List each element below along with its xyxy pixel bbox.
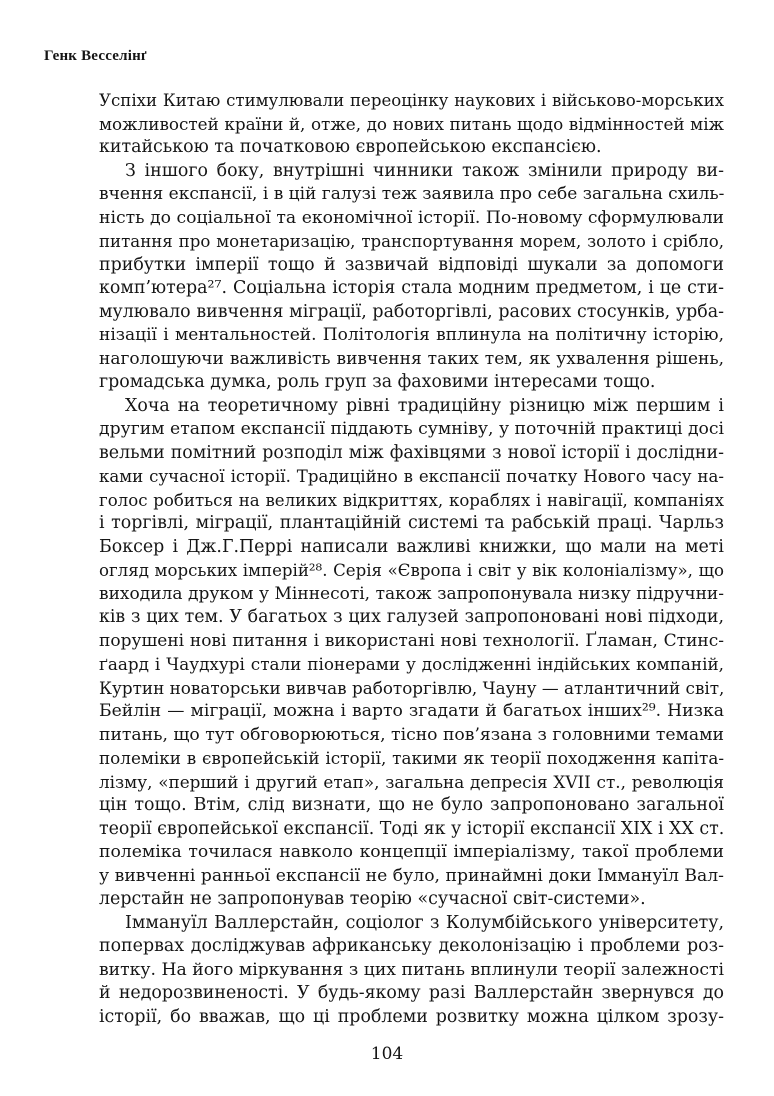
text-line: другим етапом експансії піддають сумніву, у поточній практиці досі [99,419,724,439]
text-line: вельми помітний розподіл між фахівцями з нової історії і дослідни- [99,442,724,463]
text-line: питання про монетаризацію, транспортування морем, золото і срібло, [99,232,724,251]
body-text [99,89,724,1029]
text-line: огляд морських імперій²⁸. Серія «Європа і світ у вік колоніалізму», що [99,561,724,580]
text-line: Боксер і Дж.Г.Перрі написали важливі книжки, що мали на меті [99,536,724,557]
text-line: питань, що тут обговорюються, тісно пов’язана з головними темами [99,724,724,745]
text-line: Куртин новаторськи вивчав работоргівлю, Чауну — атлантичний світ, [99,677,725,698]
text-line: громадська думка, роль груп за фаховими інтересами тощо. [99,372,656,392]
text-line: китайською та початковою європейською експансією. [99,137,602,157]
text-line: наголошуючи важливість вивчення таких тем, як ухвалення рішень, [99,348,724,369]
text-line: ками сучасної історії. Традиційно в експансії початку Нового часу на- [99,467,724,486]
text-line: історії, бо вважав, що ці проблеми розвитку можна цілком зрозу- [99,1006,724,1027]
text-line: Успіхи Китаю стимулювали переоцінку наукових і військово-морських [99,91,724,110]
text-line: цін тощо. Втім, слід визнати, що не було запропоновано загальної [99,795,724,815]
text-line: мулювало вивчення міграції, работоргівлі, расових стосунків, урба- [99,301,724,322]
text-line: Іммануїл Валлерстайн, соціолог з Колумбійського університету, [125,912,724,933]
text-line: полеміки в європейській історії, такими як теорії походження капіта- [99,748,724,768]
text-line: лерстайн не запропонував теорію «сучасної світ-системи». [99,889,646,909]
text-line: нізації і ментальностей. Політологія вплинула на політичну історію, [99,325,724,345]
text-line: ків з цих тем. У багатьох з цих галузей запропоновані нові підходи, [99,607,724,627]
text-line: виходила друком у Міннесоті, також запропонувала низку підручни- [99,583,724,604]
text-line: вчення експансії, і в цій галузі теж заявила про себе загальна схиль- [99,184,725,204]
text-line: ність до соціальної та економічної історії. По-новому сформулювали [99,207,724,228]
text-line: З іншого боку, внутрішні чинники також змінили природу ви- [125,160,724,181]
text-line: лізму, «перший і другий етап», загальна депресія XVII ст., революція [99,771,724,792]
text-line: Хоча на теоретичному рівні традиційну різницю між першим і [125,395,724,416]
text-line: можливостей країни й, отже, до нових питань щодо відмінностей між [99,113,724,134]
text-line: попервах досліджував африканську деколонізацію і проблеми роз- [99,936,724,956]
text-line: прибутки імперії тощо й зазвичай відповіді шукали за допомоги [99,254,724,275]
text-line: комп’ютера²⁷. Соціальна історія стала модним предметом, і це сти- [99,278,724,298]
text-line: витку. На його міркування з цих питань вплинули теорії залежності [99,959,724,980]
text-line: голос робиться на великих відкриттях, кораблях і навігації, компаніях [99,490,724,510]
text-line: полеміка точилася навколо концепції імперіалізму, такої проблеми [99,842,724,862]
page-number: 104 [370,1044,404,1064]
text-line: теорії європейської експансії. Тоді як у історії експансії XIX і XX ст. [99,818,725,839]
text-line: порушені нові питання і використані нові технології. Ґламан, Стинс- [99,630,724,651]
text-line: Бейлін — міграції, можна і варто згадати й багатьох інших²⁹. Низка [99,701,724,721]
text-line: у вивченні ранньої експансії не було, принаймні доки Іммануїл Вал- [99,865,724,886]
text-line: й недорозвиненості. У будь-якому разі Валлерстайн звернувся до [99,983,724,1003]
running-header: Генк Весселінґ [44,48,147,64]
text-line: ґаард і Чаудхурі стали піонерами у дослідженні індійських компаній, [99,654,724,674]
text-line: і торгівлі, міграції, плантаційній системі та рабській праці. Чарльз [99,513,724,533]
